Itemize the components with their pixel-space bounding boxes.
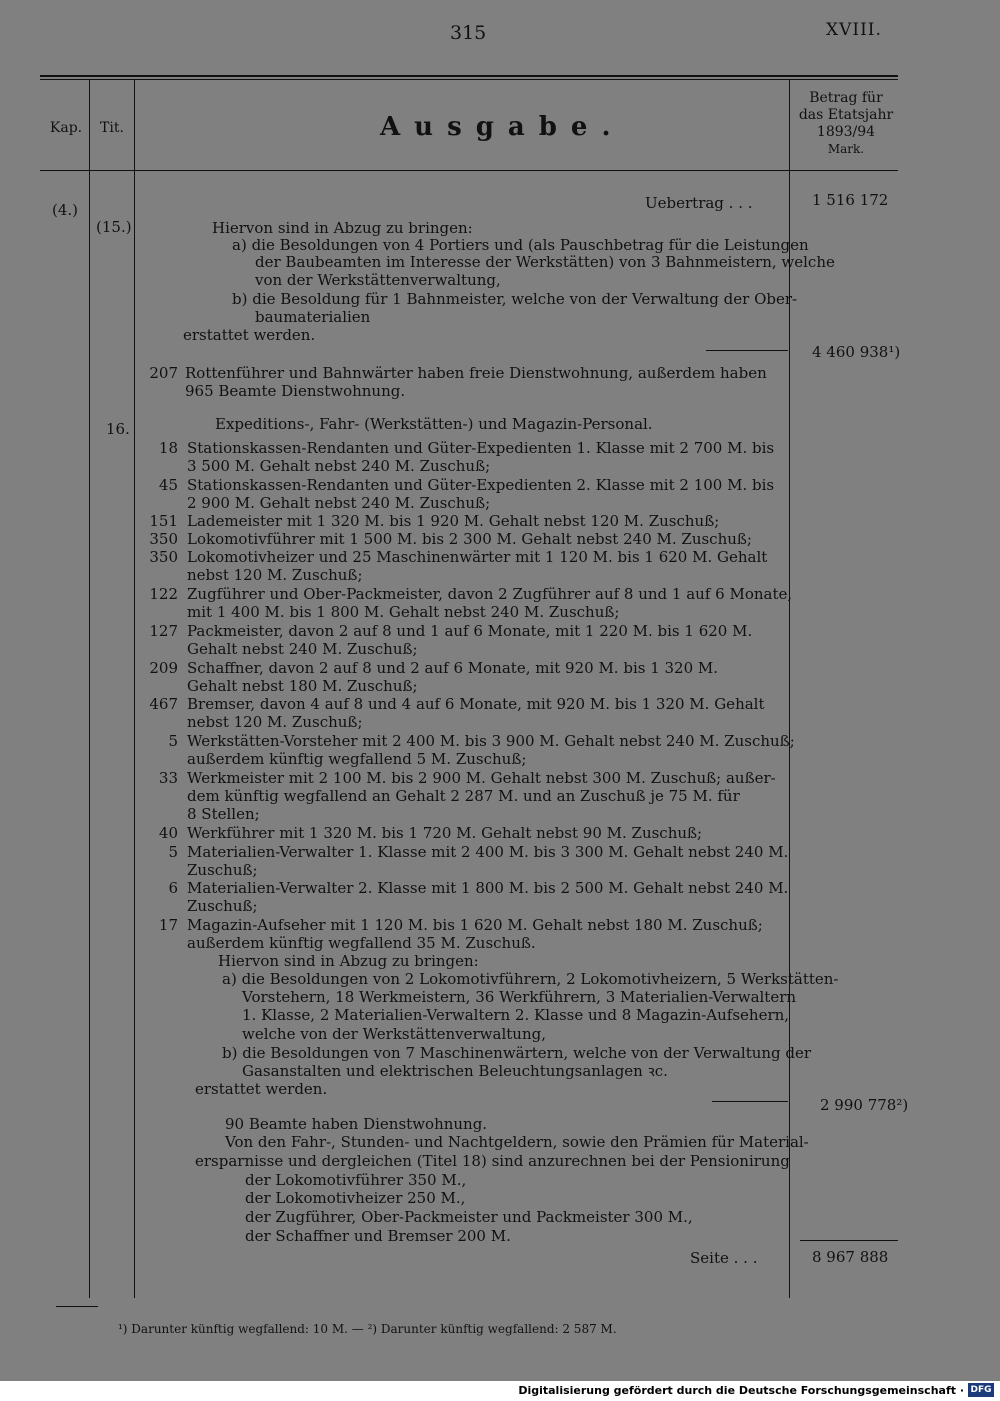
text-line: 8 Stellen; — [187, 805, 260, 823]
header-betrag — [792, 90, 900, 158]
text-line: ersparnisse und dergleichen (Titel 18) sind anzurechnen bei der Pensionirung — [195, 1152, 790, 1170]
text-line: Lokomotivheizer und 25 Maschinenwärter mit 1 120 M. bis 1 620 M. Gehalt — [187, 548, 768, 566]
kap-value: (4.) — [52, 201, 79, 219]
text-line: b) die Besoldung für 1 Bahnmeister, welche von der Verwaltung der Ober- — [232, 290, 798, 308]
text-line: a) die Besoldungen von 4 Portiers und (als Pauschbetrag für die Leistungen — [232, 236, 809, 254]
count: 17 — [158, 916, 178, 934]
text-line: Lokomotivführer mit 1 500 M. bis 2 300 M. Gehalt nebst 240 M. Zuschuß; — [187, 530, 752, 548]
text-line: Werkstätten-Vorsteher mit 2 400 M. bis 3 900 M. Gehalt nebst 240 M. Zuschuß; — [187, 732, 795, 750]
count: 350 — [149, 548, 178, 566]
col-rule-kap — [89, 80, 90, 1298]
text-line: Magazin-Aufseher mit 1 120 M. bis 1 620 M. Gehalt nebst 180 M. Zuschuß; — [187, 916, 763, 934]
section-heading: Expeditions-, Fahr- (Werkstätten-) und Magazin-Personal. — [215, 415, 653, 433]
count: 122 — [149, 585, 178, 603]
text-line: 1. Klasse, 2 Materialien-Verwaltern 2. Klasse und 8 Magazin-Aufsehern, — [242, 1006, 790, 1024]
text-line: erstattet werden. — [183, 326, 316, 344]
count: 5 — [168, 732, 178, 750]
text-line: 2 900 M. Gehalt nebst 240 M. Zuschuß; — [187, 494, 491, 512]
text-line: Schaffner, davon 2 auf 8 und 2 auf 6 Monate, mit 920 M. bis 1 320 M. — [187, 659, 719, 677]
text-line: a) die Besoldungen von 2 Lokomotivführern, 2 Lokomotivheizern, 5 Werkstätten- — [222, 970, 839, 988]
text-line: baumaterialien — [255, 308, 371, 326]
text-line: Werkführer mit 1 320 M. bis 1 720 M. Gehalt nebst 90 M. Zuschuß; — [187, 824, 703, 842]
text-line: Zuschuß; — [187, 861, 258, 879]
amount-sum1: 4 460 938¹) — [812, 343, 901, 361]
text-line: der Baubeamten im Interesse der Werkstätten) von 3 Bahnmeistern, welche — [255, 253, 835, 271]
text-line: Vorstehern, 18 Werkmeistern, 36 Werkführern, 3 Materialien-Verwaltern — [242, 988, 797, 1006]
count: 207 — [149, 364, 178, 382]
text-line: 3 500 M. Gehalt nebst 240 M. Zuschuß; — [187, 457, 491, 475]
text-line: 965 Beamte Dienstwohnung. — [185, 382, 406, 400]
bottom-rule — [56, 1306, 98, 1307]
betrag-line1: Betrag für — [809, 90, 883, 106]
count: 45 — [158, 476, 178, 494]
text-line: Gehalt nebst 240 M. Zuschuß; — [187, 640, 418, 658]
text-line: Rottenführer und Bahnwärter haben freie Dienstwohnung, außerdem haben — [185, 364, 767, 382]
text-line: dem künftig wegfallend an Gehalt 2 287 M. und an Zuschuß je 75 M. für — [187, 787, 740, 805]
text-line: der Schaffner und Bremser 200 M. — [245, 1227, 511, 1245]
text-line: Lademeister mit 1 320 M. bis 1 920 M. Gehalt nebst 120 M. Zuschuß; — [187, 512, 720, 530]
text-line: erstattet werden. — [195, 1080, 328, 1098]
text-line: welche von der Werkstättenverwaltung, — [242, 1025, 546, 1043]
text-line: von der Werkstättenverwaltung, — [255, 271, 501, 289]
betrag-unit: Mark. — [827, 142, 865, 156]
col-rule-tit — [134, 80, 135, 1298]
amount-seite: 8 967 888 — [812, 1248, 889, 1266]
text-line: mit 1 400 M. bis 1 800 M. Gehalt nebst 240 M. Zuschuß; — [187, 603, 620, 621]
text-line: der Lokomotivheizer 250 M., — [245, 1189, 466, 1207]
text-line: Von den Fahr-, Stunden- und Nachtgeldern, sowie den Prämien für Material- — [225, 1133, 809, 1151]
betrag-line3: 1893/94 — [816, 124, 876, 140]
page-number: 315 — [450, 22, 487, 44]
tit-value: (15.) — [96, 218, 132, 236]
text-line: Gehalt nebst 180 M. Zuschuß; — [187, 677, 418, 695]
amount-uebertrag: 1 516 172 — [812, 191, 889, 209]
top-rule — [40, 75, 898, 77]
credit-text: Digitalisierung gefördert durch die Deutsche Forschungsgemeinschaft · — [518, 1384, 964, 1397]
text-line: außerdem künftig wegfallend 35 M. Zuschuß. — [187, 934, 536, 952]
sum-rule-3 — [800, 1240, 898, 1241]
count: 151 — [149, 512, 178, 530]
text-line: Materialien-Verwalter 2. Klasse mit 1 800 M. bis 2 500 M. Gehalt nebst 240 M. — [187, 879, 789, 897]
text-line: Stationskassen-Rendanten und Güter-Expedienten 2. Klasse mit 2 100 M. bis — [187, 476, 775, 494]
text-line: 90 Beamte haben Dienstwohnung. — [225, 1115, 488, 1133]
top-rule-thin — [40, 79, 898, 80]
tit-value: 16. — [106, 420, 130, 438]
text-line: nebst 120 M. Zuschuß; — [187, 713, 363, 731]
count: 5 — [168, 843, 178, 861]
text-line: Materialien-Verwalter 1. Klasse mit 2 400 M. bis 3 300 M. Gehalt nebst 240 M. — [187, 843, 789, 861]
sum-rule-2 — [712, 1101, 788, 1102]
dfg-logo-icon: DFG — [968, 1383, 994, 1397]
text-line: Gasanstalten und elektrischen Beleuchtungsanlagen ꝛc. — [242, 1062, 668, 1080]
count: 18 — [158, 439, 178, 457]
amount-sum2: 2 990 778²) — [820, 1096, 909, 1114]
count: 40 — [158, 824, 178, 842]
text-line: Zuschuß; — [187, 897, 258, 915]
text-line: Hiervon sind in Abzug zu bringen: — [212, 219, 473, 237]
text-line: b) die Besoldungen von 7 Maschinenwärtern, welche von der Verwaltung der — [222, 1044, 812, 1062]
count: 6 — [168, 879, 178, 897]
uebertrag-label: Uebertrag . . . — [645, 194, 753, 212]
count: 467 — [149, 695, 178, 713]
count: 127 — [149, 622, 178, 640]
count: 33 — [158, 769, 178, 787]
header-tit: Tit. — [100, 120, 124, 136]
count: 209 — [149, 659, 178, 677]
text-line: Werkmeister mit 2 100 M. bis 2 900 M. Gehalt nebst 300 M. Zuschuß; außer- — [187, 769, 776, 787]
text-line: der Lokomotivführer 350 M., — [245, 1171, 467, 1189]
betrag-line2: das Etatsjahr — [798, 107, 894, 123]
count: 350 — [149, 530, 178, 548]
text-line: der Zugführer, Ober-Packmeister und Packmeister 300 M., — [245, 1208, 693, 1226]
text-line: Hiervon sind in Abzug zu bringen: — [218, 952, 479, 970]
text-line: Zugführer und Ober-Packmeister, davon 2 Zugführer auf 8 und 1 auf 6 Monate, — [187, 585, 793, 603]
header-title: Ausgabe. — [380, 112, 625, 142]
header-rule — [40, 170, 898, 171]
text-line: außerdem künftig wegfallend 5 M. Zuschuß; — [187, 750, 527, 768]
sum-rule-1 — [706, 350, 788, 351]
text-line: Bremser, davon 4 auf 8 und 4 auf 6 Monate, mit 920 M. bis 1 320 M. Gehalt — [187, 695, 765, 713]
text-line: Packmeister, davon 2 auf 8 und 1 auf 6 Monate, mit 1 220 M. bis 1 620 M. — [187, 622, 753, 640]
text-line: nebst 120 M. Zuschuß; — [187, 566, 363, 584]
footnote: ¹) Darunter künftig wegfallend: 10 M. — ²) Darunter künftig wegfallend: 2 587 M. — [118, 1322, 617, 1336]
text-line: Stationskassen-Rendanten und Güter-Expedienten 1. Klasse mit 2 700 M. bis — [187, 439, 775, 457]
header-kap: Kap. — [49, 120, 83, 136]
seite-label: Seite . . . — [690, 1249, 758, 1267]
roman-numeral: XVIII. — [826, 20, 882, 40]
